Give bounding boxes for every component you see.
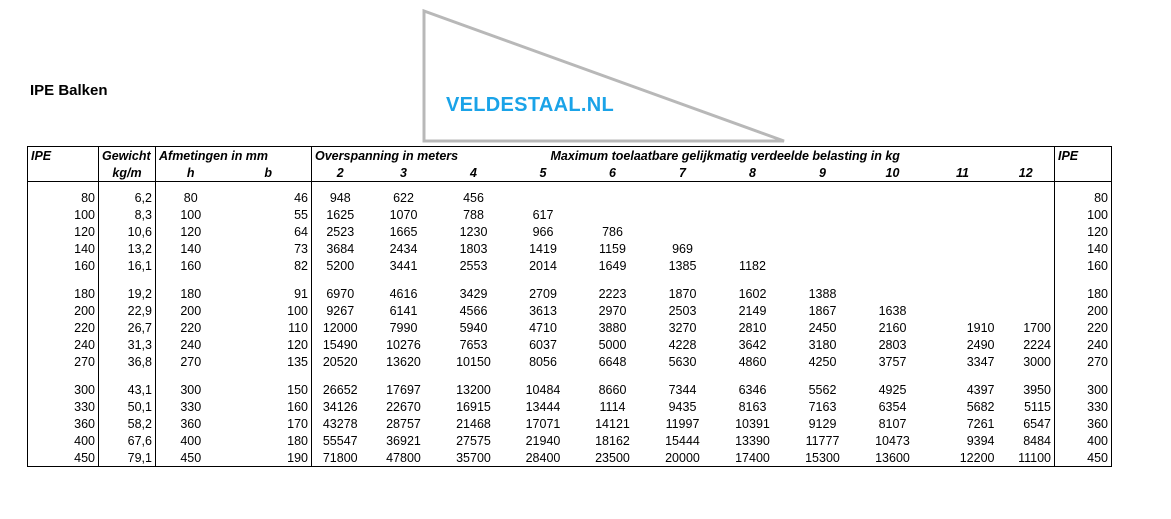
cell-load: 13390	[735, 433, 770, 448]
cell-load: 5200	[312, 257, 369, 274]
cell-load: 2709	[529, 287, 557, 302]
header-max-belasting: Maximum toelaatbare gelijkmatig verdeelde belasting in kg	[509, 147, 1055, 165]
cell-load: 1070	[389, 208, 418, 223]
cell-load	[578, 207, 648, 224]
cell-load: 20000	[648, 449, 718, 466]
spacer-row	[28, 182, 1112, 191]
cell-load: 7163	[808, 400, 837, 415]
cell-load: 2490	[966, 337, 995, 352]
cell-gewicht: 10,6	[99, 224, 156, 241]
cell-load	[928, 303, 998, 320]
cell-ipe-right: 330	[1055, 399, 1112, 416]
cell-b: 180	[287, 433, 308, 448]
cell-ipe-right: 100	[1055, 207, 1112, 224]
cell-load: 3642	[738, 337, 767, 352]
cell-load: 17071	[525, 416, 561, 431]
cell-load	[578, 190, 648, 207]
cell-load: 10150	[456, 354, 491, 369]
cell-gewicht: 36,8	[99, 353, 156, 370]
cell-ipe-right: 360	[1055, 416, 1112, 433]
cell-load: 17400	[718, 449, 788, 466]
cell-load: 13600	[858, 449, 928, 466]
cell-load: 966	[532, 224, 554, 239]
cell-load: 786	[602, 224, 623, 239]
header-gewicht: Gewicht	[99, 147, 156, 165]
cell-load: 1159	[599, 241, 626, 256]
cell-load: 35700	[439, 449, 509, 466]
cell-h: 270	[156, 353, 226, 370]
cell-ipe: 160	[28, 257, 99, 274]
cell-load: 4397	[966, 383, 995, 398]
cell-gewicht: 26,7	[99, 320, 156, 337]
cell-h: 300	[156, 382, 226, 399]
ipe-table	[27, 146, 1112, 467]
cell-load: 22670	[386, 400, 421, 415]
cell-load: 622	[393, 191, 414, 206]
cell-load: 8484	[1023, 433, 1051, 448]
cell-ipe: 180	[28, 286, 99, 303]
cell-ipe-right: 400	[1055, 432, 1112, 449]
header-span: 8	[718, 164, 788, 182]
cell-load: 8163	[738, 400, 767, 415]
cell-load: 71800	[312, 449, 369, 466]
header-ipe: IPE	[28, 147, 99, 165]
cell-load	[858, 224, 928, 241]
cell-load: 3429	[459, 287, 488, 302]
cell-ipe-right: 140	[1055, 240, 1112, 257]
table-row	[28, 449, 1112, 466]
cell-load	[718, 190, 788, 207]
header-span: 12	[998, 164, 1055, 182]
cell-ipe: 330	[28, 399, 99, 416]
cell-load: 1625	[312, 207, 369, 224]
cell-gewicht: 79,1	[99, 449, 156, 466]
cell-ipe: 140	[28, 240, 99, 257]
cell-load: 3270	[668, 320, 697, 335]
table-row	[28, 207, 1112, 224]
cell-load: 1665	[389, 224, 418, 239]
cell-load: 1700	[1023, 320, 1051, 335]
cell-load	[648, 224, 718, 241]
cell-load: 3684	[312, 240, 369, 257]
cell-load: 5630	[668, 354, 697, 369]
cell-load: 948	[312, 190, 369, 207]
table-row	[28, 240, 1112, 257]
cell-load: 3950	[1023, 383, 1051, 398]
cell-h: 100	[156, 207, 226, 224]
cell-ipe-right: 80	[1055, 190, 1112, 207]
cell-load: 11997	[665, 416, 700, 431]
cell-load: 9267	[312, 303, 369, 320]
cell-load: 1385	[668, 258, 697, 273]
cell-b: 91	[294, 287, 308, 302]
cell-load	[928, 286, 998, 303]
cell-load	[858, 190, 928, 207]
cell-load: 55547	[312, 432, 369, 449]
cell-h: 140	[156, 240, 226, 257]
cell-load	[718, 224, 788, 241]
cell-ipe-right: 160	[1055, 257, 1112, 274]
cell-b: 46	[294, 191, 308, 206]
cell-load: 2523	[312, 224, 369, 241]
cell-load: 9435	[668, 400, 697, 415]
cell-h: 80	[156, 190, 226, 207]
cell-b: 120	[287, 337, 308, 352]
cell-load: 9129	[808, 416, 837, 431]
cell-ipe: 300	[28, 382, 99, 399]
cell-b: 160	[287, 400, 308, 415]
cell-load	[998, 240, 1055, 257]
cell-ipe: 200	[28, 303, 99, 320]
cell-load: 3347	[966, 354, 995, 369]
logo-text: VELDESTAAL.NL	[446, 94, 614, 116]
cell-b: 55	[294, 208, 308, 223]
cell-load: 14121	[595, 416, 630, 431]
cell-load: 4228	[668, 337, 697, 352]
cell-ipe: 80	[28, 190, 99, 207]
cell-h: 220	[156, 320, 226, 337]
cell-load	[928, 257, 998, 274]
cell-ipe-right: 270	[1055, 353, 1112, 370]
cell-ipe-right: 450	[1055, 449, 1112, 466]
cell-load: 16915	[456, 400, 491, 415]
cell-load: 2149	[738, 304, 767, 319]
cell-load: 1803	[459, 241, 488, 256]
cell-load: 2553	[459, 258, 488, 273]
table-row	[28, 382, 1112, 399]
cell-b: 135	[287, 354, 308, 369]
cell-load: 18162	[595, 433, 630, 448]
cell-load: 969	[672, 241, 693, 256]
cell-load: 1649	[598, 258, 627, 273]
cell-load: 617	[532, 208, 554, 223]
cell-ipe-right: 240	[1055, 336, 1112, 353]
cell-load: 2803	[878, 337, 907, 352]
cell-load: 28400	[509, 449, 578, 466]
cell-load: 43278	[312, 416, 369, 433]
cell-load: 20520	[312, 353, 369, 370]
cell-load	[509, 190, 578, 207]
cell-load: 10391	[735, 416, 770, 431]
header-span: 9	[788, 164, 858, 182]
table-row	[28, 416, 1112, 433]
cell-load: 6970	[312, 286, 369, 303]
cell-load: 15444	[665, 433, 700, 448]
cell-load: 5940	[459, 320, 488, 335]
cell-load: 6354	[878, 400, 907, 415]
cell-load	[788, 257, 858, 274]
header-h: h	[156, 164, 226, 182]
cell-gewicht: 22,9	[99, 303, 156, 320]
header-span: 4	[439, 164, 509, 182]
cell-b: 73	[294, 241, 308, 256]
cell-load: 2810	[738, 320, 767, 335]
cell-gewicht: 13,2	[99, 240, 156, 257]
cell-h: 330	[156, 399, 226, 416]
cell-load: 28757	[386, 416, 421, 431]
cell-load: 2503	[668, 304, 697, 319]
cell-load	[928, 224, 998, 241]
cell-load: 3757	[878, 354, 907, 369]
cell-load: 2970	[598, 304, 627, 319]
cell-load: 1388	[808, 287, 837, 302]
cell-ipe: 120	[28, 224, 99, 241]
table-row	[28, 303, 1112, 320]
table-body	[28, 182, 1112, 467]
table-row	[28, 224, 1112, 241]
cell-gewicht: 67,6	[99, 432, 156, 449]
cell-load: 1870	[668, 287, 697, 302]
cell-load: 8056	[529, 354, 557, 369]
cell-load: 6648	[598, 354, 627, 369]
cell-load: 13444	[525, 400, 561, 415]
cell-load: 788	[463, 208, 484, 223]
cell-gewicht: 16,1	[99, 257, 156, 274]
cell-load: 5562	[808, 383, 837, 398]
cell-load	[788, 224, 858, 241]
cell-load: 2223	[598, 287, 627, 302]
cell-load: 2160	[878, 320, 907, 335]
cell-load	[858, 240, 928, 257]
cell-load: 12000	[312, 320, 369, 337]
cell-load: 6547	[1023, 416, 1051, 431]
cell-load	[928, 190, 998, 207]
cell-load: 15490	[312, 336, 369, 353]
cell-ipe-right: 180	[1055, 286, 1112, 303]
cell-load: 26652	[312, 382, 369, 399]
cell-load	[998, 303, 1055, 320]
table-row	[28, 353, 1112, 370]
cell-load: 8660	[598, 383, 627, 398]
table-row	[28, 399, 1112, 416]
cell-load	[998, 190, 1055, 207]
cell-load	[998, 207, 1055, 224]
cell-gewicht: 6,2	[99, 190, 156, 207]
cell-ipe: 240	[28, 336, 99, 353]
cell-gewicht: 31,3	[99, 336, 156, 353]
cell-load: 4566	[459, 304, 488, 319]
cell-load: 1602	[738, 287, 767, 302]
cell-ipe: 360	[28, 416, 99, 433]
cell-load: 15300	[788, 449, 858, 466]
cell-load: 456	[463, 191, 484, 206]
cell-h: 160	[156, 257, 226, 274]
cell-load: 3441	[389, 258, 418, 273]
cell-load	[858, 257, 928, 274]
cell-load: 13200	[456, 383, 491, 398]
cell-load: 3613	[529, 304, 557, 319]
cell-load: 8107	[878, 416, 907, 431]
cell-load: 11100	[998, 449, 1055, 466]
cell-load: 21468	[456, 416, 491, 431]
cell-load	[928, 207, 998, 224]
cell-b: 190	[226, 449, 312, 466]
cell-b: 150	[287, 383, 308, 398]
spacer-row	[28, 370, 1112, 382]
cell-load	[788, 190, 858, 207]
cell-load: 3880	[598, 320, 627, 335]
cell-gewicht: 50,1	[99, 399, 156, 416]
cell-b: 110	[288, 320, 308, 335]
cell-load	[788, 207, 858, 224]
cell-load: 6037	[529, 337, 557, 352]
cell-load: 1114	[599, 400, 626, 415]
cell-load	[998, 224, 1055, 241]
cell-load: 4250	[808, 354, 837, 369]
cell-load	[788, 240, 858, 257]
cell-load: 2450	[808, 320, 837, 335]
cell-h: 200	[156, 303, 226, 320]
cell-load: 2224	[1023, 337, 1051, 352]
cell-load: 21940	[525, 433, 561, 448]
cell-load: 1230	[459, 224, 488, 239]
cell-load: 23500	[578, 449, 648, 466]
cell-b: 100	[287, 304, 308, 319]
cell-load: 10473	[875, 433, 910, 448]
cell-ipe-right: 200	[1055, 303, 1112, 320]
cell-b: 82	[294, 258, 308, 273]
cell-load	[998, 286, 1055, 303]
cell-ipe-right: 300	[1055, 382, 1112, 399]
table-row	[28, 190, 1112, 207]
cell-load: 1638	[878, 304, 907, 319]
cell-load: 3000	[1023, 354, 1051, 369]
cell-load: 1182	[739, 258, 766, 273]
cell-h: 400	[156, 432, 226, 449]
cell-ipe: 400	[28, 432, 99, 449]
cell-load: 7261	[966, 416, 995, 431]
cell-load: 5000	[598, 337, 627, 352]
cell-load	[998, 257, 1055, 274]
cell-load: 12200	[928, 449, 998, 466]
cell-load: 7990	[389, 320, 418, 335]
cell-load: 4925	[878, 383, 907, 398]
cell-load: 13620	[386, 354, 421, 369]
header-overspanning: Overspanning in meters	[312, 147, 509, 165]
cell-h: 240	[156, 336, 226, 353]
table-row	[28, 286, 1112, 303]
page-title: IPE Balken	[30, 82, 108, 99]
cell-load: 5115	[1024, 400, 1051, 415]
cell-load: 11777	[805, 433, 840, 448]
cell-gewicht: 8,3	[99, 207, 156, 224]
cell-load: 4710	[529, 320, 557, 335]
table-row	[28, 336, 1112, 353]
cell-b: 170	[287, 416, 308, 431]
cell-load: 5682	[966, 400, 995, 415]
cell-load: 4860	[738, 354, 767, 369]
header-span: 10	[858, 164, 928, 182]
cell-load	[858, 207, 928, 224]
spacer-row	[28, 274, 1112, 286]
cell-ipe: 270	[28, 353, 99, 370]
cell-load	[718, 240, 788, 257]
header-gewicht-unit: kg/m	[99, 164, 156, 182]
table-row	[28, 257, 1112, 274]
cell-load: 2014	[529, 258, 557, 273]
cell-ipe: 100	[28, 207, 99, 224]
cell-load	[718, 207, 788, 224]
cell-b: 64	[294, 224, 308, 239]
cell-load	[928, 240, 998, 257]
header-span: 6	[578, 164, 648, 182]
cell-load: 1419	[529, 241, 557, 256]
cell-load	[648, 190, 718, 207]
cell-load: 7344	[668, 383, 697, 398]
cell-load: 17697	[386, 383, 421, 398]
cell-h: 450	[156, 449, 226, 466]
cell-h: 120	[156, 224, 226, 241]
cell-load	[648, 207, 718, 224]
cell-load: 1867	[808, 304, 837, 319]
cell-load: 3180	[808, 337, 837, 352]
cell-load: 10276	[386, 337, 421, 352]
cell-load	[858, 286, 928, 303]
cell-h: 180	[156, 286, 226, 303]
cell-load: 9394	[966, 433, 995, 448]
cell-load: 36921	[386, 433, 421, 448]
header-span: 2	[312, 164, 369, 182]
cell-gewicht: 19,2	[99, 286, 156, 303]
header-ipe-right: IPE	[1055, 147, 1112, 165]
cell-load: 47800	[369, 449, 439, 466]
cell-ipe-right: 120	[1055, 224, 1112, 241]
table-row	[28, 432, 1112, 449]
cell-ipe-right: 220	[1055, 320, 1112, 337]
cell-load: 10484	[525, 383, 561, 398]
cell-load: 6141	[389, 304, 418, 319]
cell-ipe: 220	[28, 320, 99, 337]
header-b: b	[226, 164, 312, 182]
header-span: 7	[648, 164, 718, 182]
header-span: 5	[509, 164, 578, 182]
cell-load: 2434	[389, 241, 418, 256]
cell-load: 7653	[459, 337, 488, 352]
cell-gewicht: 58,2	[99, 416, 156, 433]
header-afmetingen: Afmetingen in mm	[156, 147, 312, 165]
cell-load: 4616	[389, 287, 418, 302]
cell-ipe: 450	[28, 449, 99, 466]
header-span: 3	[369, 164, 439, 182]
header-span: 11	[928, 164, 998, 182]
cell-load: 34126	[312, 399, 369, 416]
cell-load: 27575	[456, 433, 491, 448]
cell-load: 1910	[966, 320, 995, 335]
cell-load: 6346	[738, 383, 767, 398]
table-row	[28, 320, 1112, 337]
cell-h: 360	[156, 416, 226, 433]
cell-gewicht: 43,1	[99, 382, 156, 399]
